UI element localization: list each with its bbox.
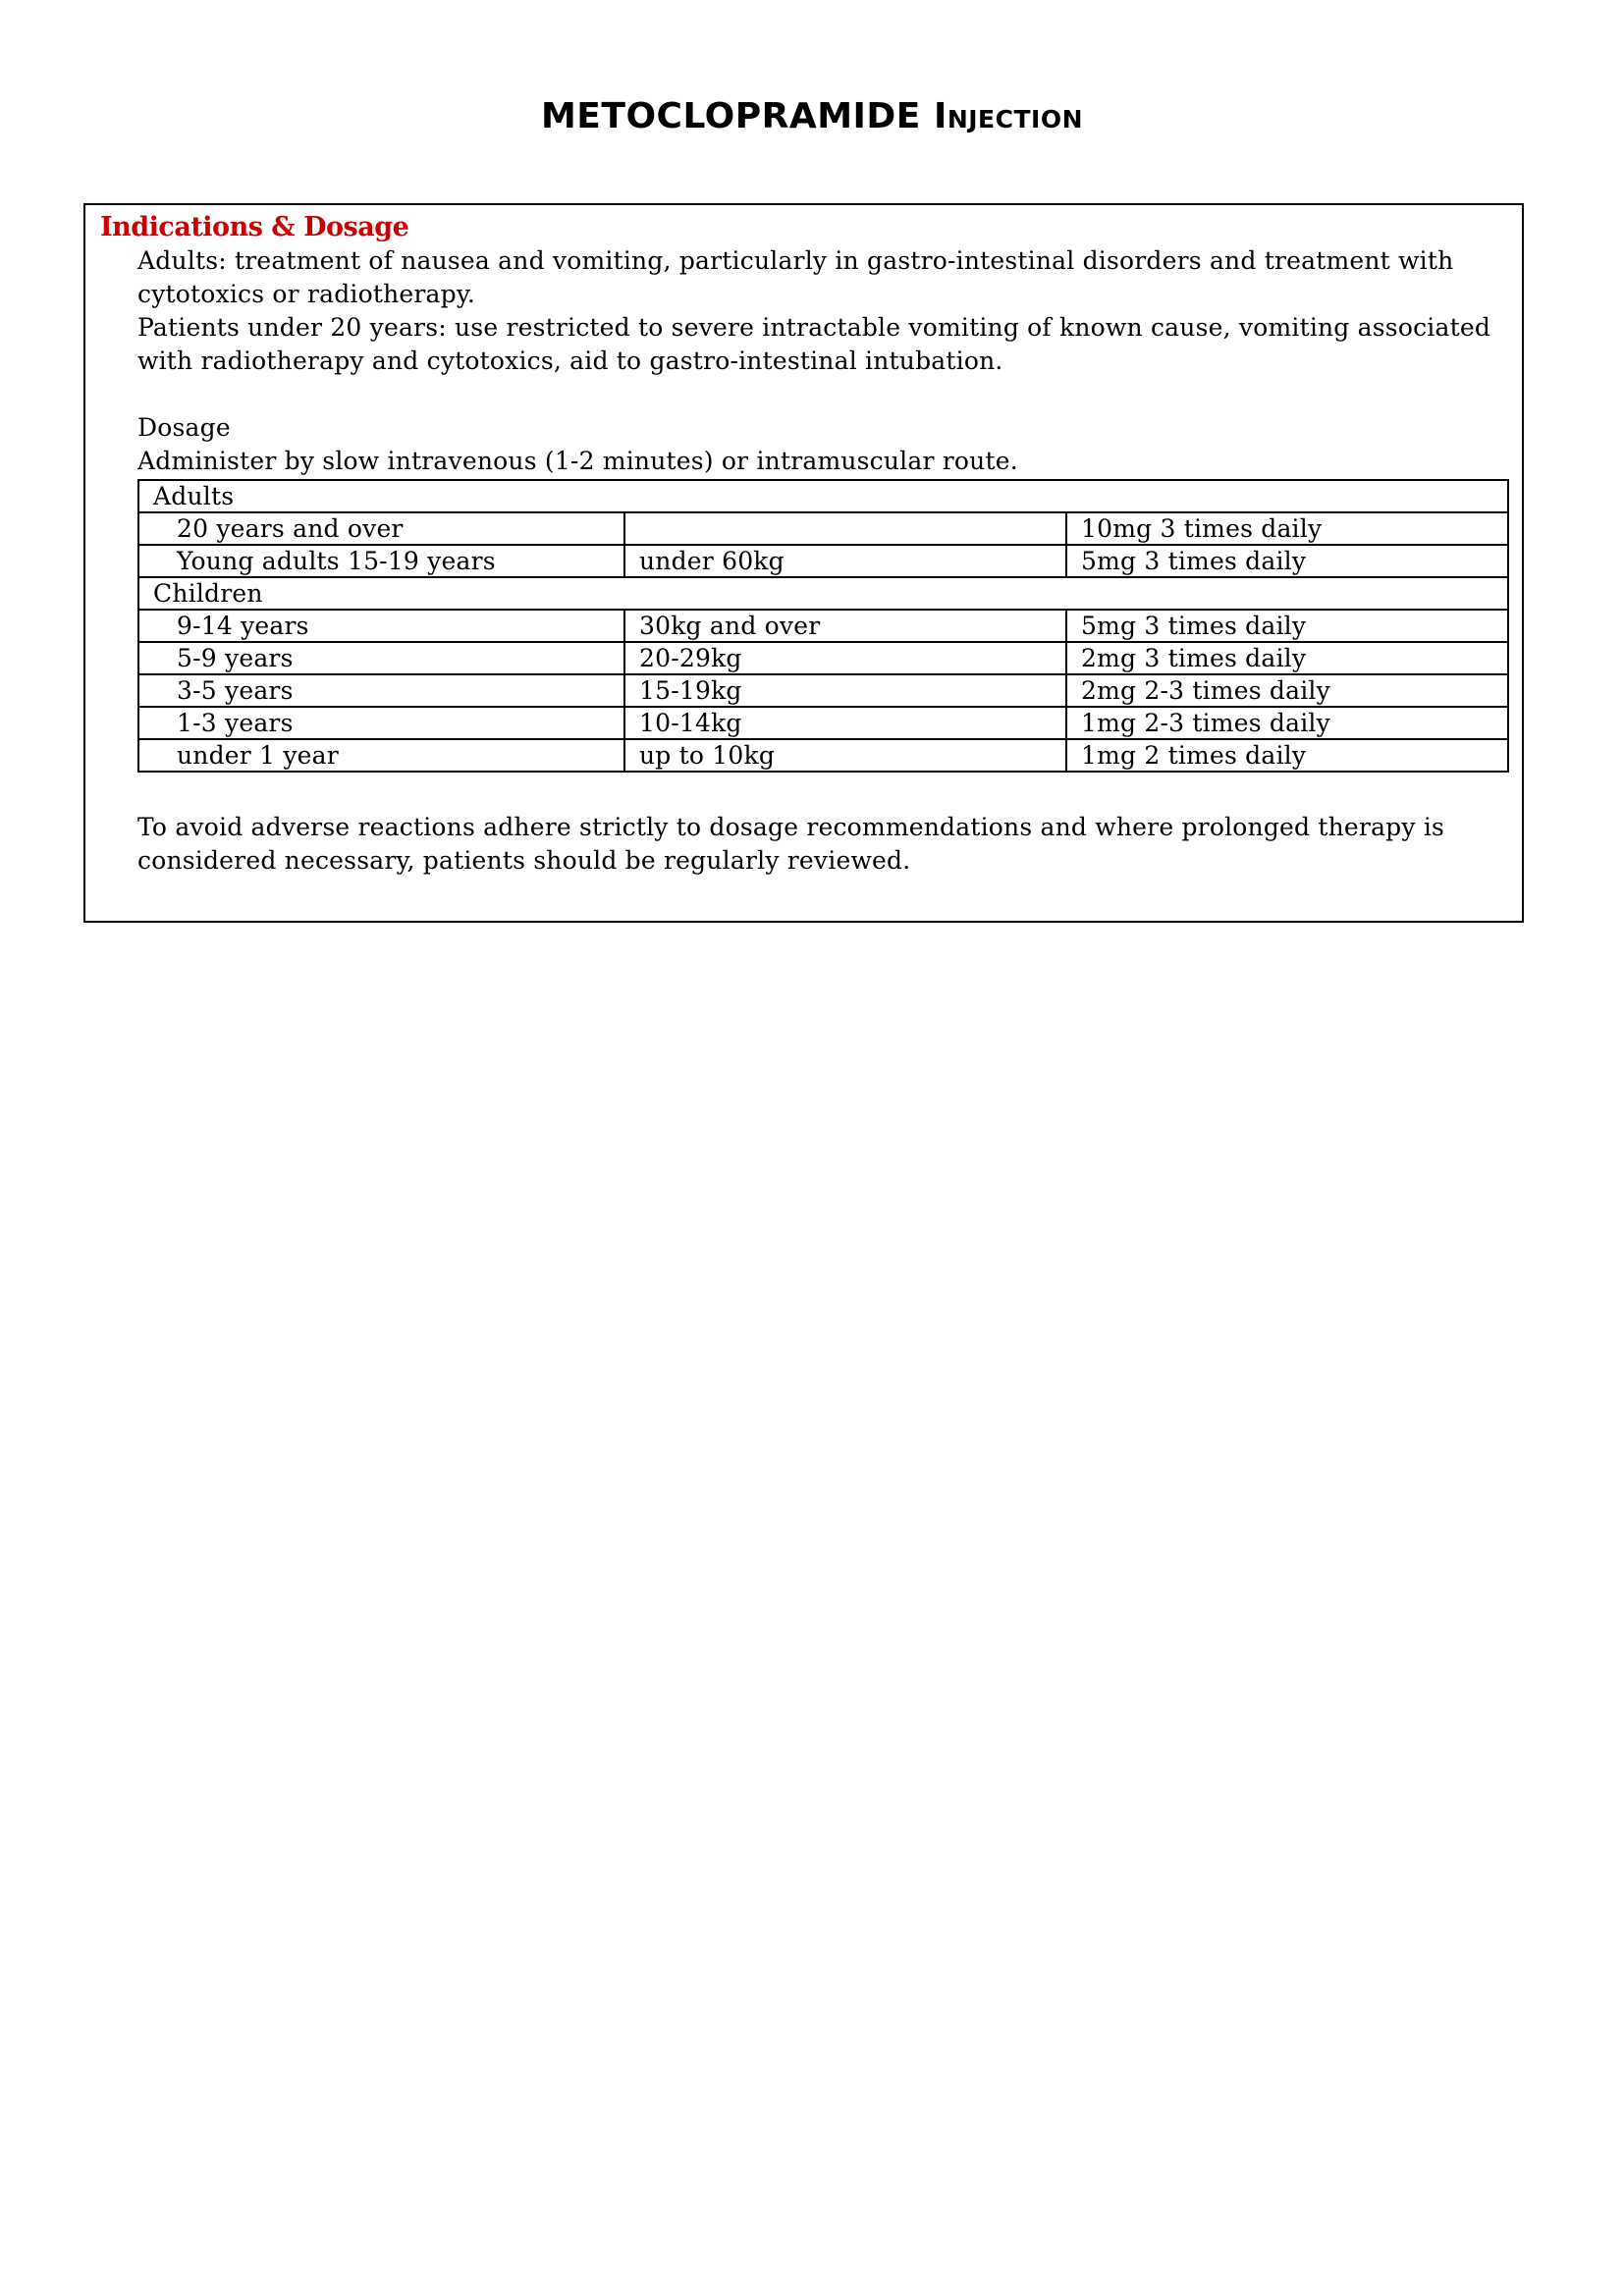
spacer <box>137 378 1507 411</box>
age-cell: 20 years and over <box>138 512 624 545</box>
age-cell: 5-9 years <box>138 642 624 674</box>
dose-cell: 5mg 3 times daily <box>1066 545 1508 577</box>
weight-cell: under 60kg <box>624 545 1066 577</box>
dose-cell: 1mg 2-3 times daily <box>1066 707 1508 739</box>
dose-cell: 2mg 2-3 times daily <box>1066 674 1508 707</box>
table-row <box>138 739 1508 772</box>
table-row <box>138 512 1508 545</box>
weight-cell <box>624 512 1066 545</box>
table-group-row <box>138 577 1508 610</box>
section-body <box>137 244 1507 878</box>
document-title <box>0 96 1624 136</box>
dose-cell: 5mg 3 times daily <box>1066 610 1508 642</box>
table-row <box>138 545 1508 577</box>
indication-adults: Adults: treatment of nausea and vomiting, particularly in gastro-intestinal disorders and treatment with cytotoxics or radiotherapy. <box>137 246 1454 308</box>
table-group-row <box>138 480 1508 512</box>
age-cell: 3-5 years <box>138 674 624 707</box>
section-heading: Indications & Dosage <box>100 212 409 242</box>
dose-cell: 2mg 3 times daily <box>1066 642 1508 674</box>
dosage-label: Dosage <box>137 413 231 442</box>
table-row <box>138 707 1508 739</box>
weight-cell: 15-19kg <box>624 674 1066 707</box>
dose-cell: 10mg 3 times daily <box>1066 512 1508 545</box>
document-title-main: METOCLOPRAMIDE <box>540 96 921 136</box>
age-cell: 1-3 years <box>138 707 624 739</box>
weight-cell: 10-14kg <box>624 707 1066 739</box>
age-cell: under 1 year <box>138 739 624 772</box>
weight-cell: 30kg and over <box>624 610 1066 642</box>
document-title-sub: Injection <box>933 96 1084 136</box>
age-cell: Young adults 15-19 years <box>138 545 624 577</box>
weight-cell: up to 10kg <box>624 739 1066 772</box>
dosage-intro: Administer by slow intravenous (1-2 minutes) or intramuscular route. <box>137 447 1018 475</box>
group-label: Children <box>138 577 1508 610</box>
indication-under-20: Patients under 20 years: use restricted to severe intractable vomiting of known cause, vomiting associated with radiotherapy and cytotoxics, aid to gastro-intestinal intubation. <box>137 313 1491 375</box>
table-row <box>138 610 1508 642</box>
group-label: Adults <box>138 480 1508 512</box>
dose-cell: 1mg 2 times daily <box>1066 739 1508 772</box>
dosage-table-body <box>138 480 1508 772</box>
age-cell: 9-14 years <box>138 610 624 642</box>
weight-cell: 20-29kg <box>624 642 1066 674</box>
dosage-table <box>137 479 1509 773</box>
indications-dosage-section <box>83 203 1524 923</box>
table-row <box>138 642 1508 674</box>
table-row <box>138 674 1508 707</box>
closing-note: To avoid adverse reactions adhere strictly to dosage recommendations and where prolonged therapy is considered necessary, patients should be regularly reviewed. <box>137 813 1445 875</box>
